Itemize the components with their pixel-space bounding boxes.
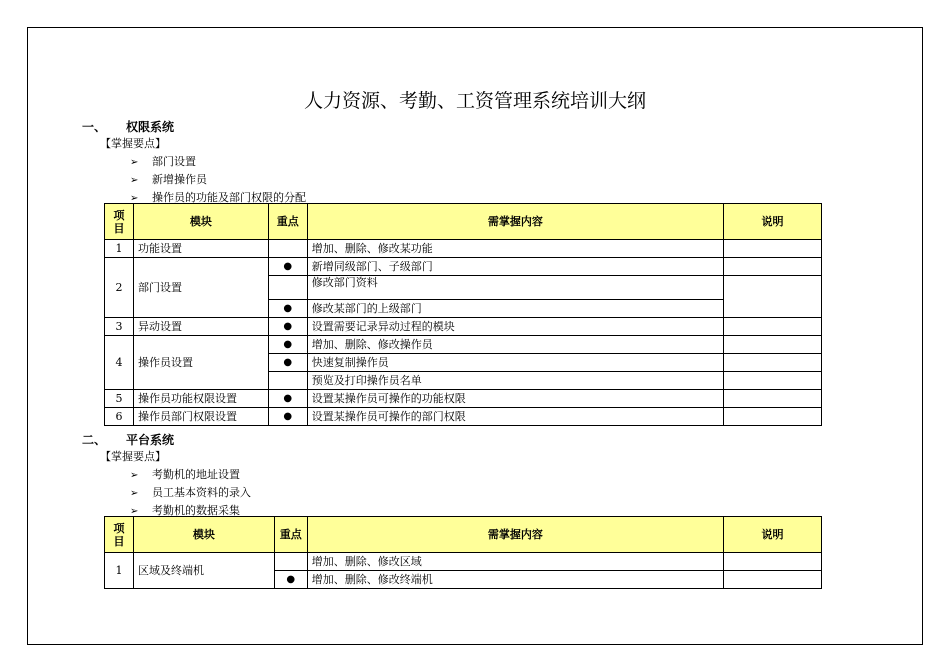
arrow-bullet-icon: ➢ (130, 506, 139, 517)
page-title: 人力资源、考勤、工资管理系统培训大纲 (303, 90, 646, 112)
training-table-2 (104, 516, 822, 589)
table-row: 修改部门资料 (105, 276, 822, 300)
bullet-item: ➢ 员工基本资料的录入 (130, 486, 251, 499)
header-key: 重点 (274, 517, 307, 553)
bullet-item: ➢ 部门设置 (130, 155, 196, 168)
key-points-label: 【掌握要点】 (100, 450, 166, 463)
key-points-label: 【掌握要点】 (100, 137, 166, 150)
arrow-bullet-icon: ➢ (130, 175, 139, 186)
header-no: 项目 (105, 517, 134, 553)
bullet-item: ➢ 操作员的功能及部门权限的分配 (130, 191, 306, 204)
header-module: 模块 (133, 517, 274, 553)
arrow-bullet-icon: ➢ (130, 193, 139, 204)
table-row: 6 操作员部门权限设置 ● 设置某操作员可操作的部门权限 (105, 408, 822, 426)
header-content: 需掌握内容 (307, 517, 723, 553)
table-row: ● 增加、删除、修改终端机 (105, 571, 822, 589)
bullet-item: ➢ 考勤机的数据采集 (130, 504, 240, 517)
section-name: 平台系统 (126, 433, 175, 447)
section-number: 一、 (82, 120, 107, 134)
table-row: ● 修改某部门的上级部门 (105, 300, 822, 318)
header-note: 说明 (724, 517, 822, 553)
arrow-bullet-icon: ➢ (130, 488, 139, 499)
header-module: 模块 (133, 204, 268, 240)
table-row: 预览及打印操作员名单 (105, 372, 822, 390)
table-row: ● 快速复制操作员 (105, 354, 822, 372)
section-heading (82, 431, 174, 448)
section-heading (82, 118, 174, 135)
arrow-bullet-icon: ➢ (130, 470, 139, 481)
bullet-item: ➢ 新增操作员 (130, 173, 207, 186)
section-name: 权限系统 (126, 120, 175, 134)
table-row: 4 操作员设置 ● 增加、删除、修改操作员 (105, 336, 822, 354)
table-row: 3 异动设置 ● 设置需要记录异动过程的模块 (105, 318, 822, 336)
table-header-row (105, 204, 822, 240)
header-no: 项目 (105, 204, 134, 240)
header-content: 需掌握内容 (307, 204, 723, 240)
table-row: 1 功能设置 增加、删除、修改某功能 (105, 240, 822, 258)
section-number: 二、 (82, 433, 107, 447)
bullet-item: ➢ 考勤机的地址设置 (130, 468, 240, 481)
training-table-1 (104, 203, 822, 426)
table-row: 5 操作员功能权限设置 ● 设置某操作员可操作的功能权限 (105, 390, 822, 408)
table-row: 2 部门设置 ● 新增同级部门、子级部门 (105, 258, 822, 276)
arrow-bullet-icon: ➢ (130, 157, 139, 168)
table-header-row (105, 517, 822, 553)
header-note: 说明 (724, 204, 822, 240)
header-key: 重点 (268, 204, 307, 240)
table-row: 1 区域及终端机 增加、删除、修改区域 (105, 553, 822, 571)
